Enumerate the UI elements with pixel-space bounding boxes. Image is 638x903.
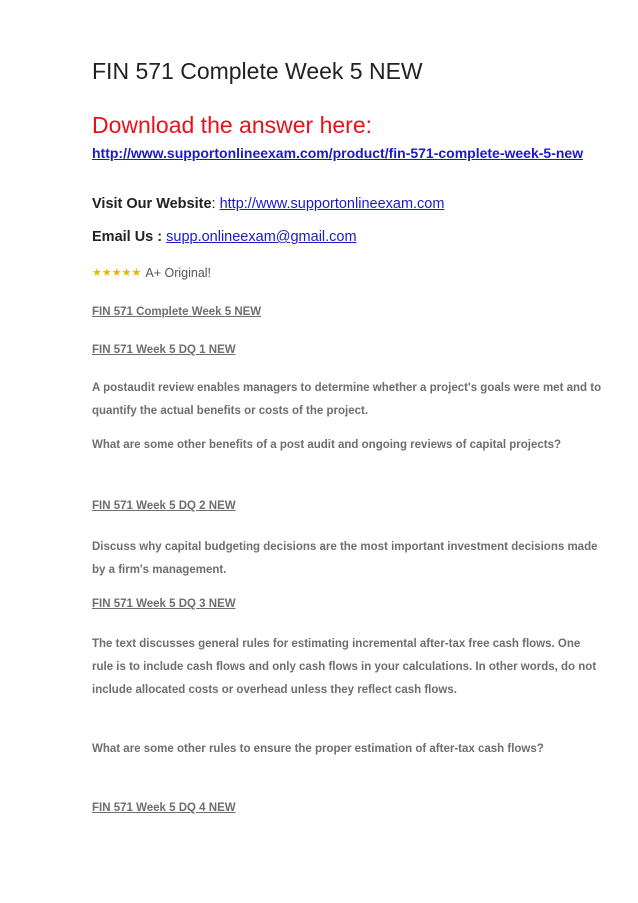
email-row: [92, 229, 357, 245]
dq1-paragraph-2: What are some other benefits of a post audit and ongoing reviews of capital projects?: [92, 439, 562, 451]
rating-stars: [92, 268, 141, 279]
website-link[interactable]: http://www.supportonlineexam.com: [219, 196, 445, 212]
dq1-paragraph-1: A postaudit review enables managers to determine whether a project's goals were met and to quantify the actual benefits or costs of the project.: [92, 382, 602, 417]
website-label: Visit Our Website: [92, 196, 212, 212]
website-row: [92, 196, 444, 212]
rating: [92, 266, 211, 280]
download-link[interactable]: http://www.supportonlineexam.com/product/fin-571-complete-week-5-new: [92, 145, 584, 161]
download-heading: Download the answer here:: [92, 112, 372, 138]
dq3-paragraph-1: The text discusses general rules for estimating incremental after-tax free cash flows. One rule is to include cash flows and only cash flows in your calculations. In other words, do not include allocated costs or overhead unless they reflect cash flows.: [92, 638, 597, 696]
page-title: FIN 571 Complete Week 5 NEW: [92, 58, 423, 84]
star-icon: ★: [111, 266, 122, 279]
rating-text: A+ Original!: [145, 266, 212, 280]
star-icon: ★: [121, 266, 132, 279]
dq2-link[interactable]: FIN 571 Week 5 DQ 2 NEW: [92, 500, 236, 512]
website-separator: :: [211, 196, 216, 212]
dq3-link[interactable]: FIN 571 Week 5 DQ 3 NEW: [92, 598, 236, 610]
star-icon: ★: [101, 266, 112, 279]
dq4-link[interactable]: FIN 571 Week 5 DQ 4 NEW: [92, 802, 236, 814]
dq1-link[interactable]: FIN 571 Week 5 DQ 1 NEW: [92, 344, 236, 356]
dq2-paragraph-1: Discuss why capital budgeting decisions are the most important investment decisions made by a firm's management.: [92, 541, 598, 576]
email-link[interactable]: supp.onlineexam@gmail.com: [166, 229, 357, 245]
star-icon: ★: [92, 266, 102, 279]
complete-link[interactable]: FIN 571 Complete Week 5 NEW: [92, 306, 262, 318]
star-icon: ★: [131, 266, 142, 279]
email-label: Email Us :: [92, 229, 163, 245]
dq3-paragraph-2: What are some other rules to ensure the proper estimation of after-tax cash flows?: [92, 743, 544, 755]
